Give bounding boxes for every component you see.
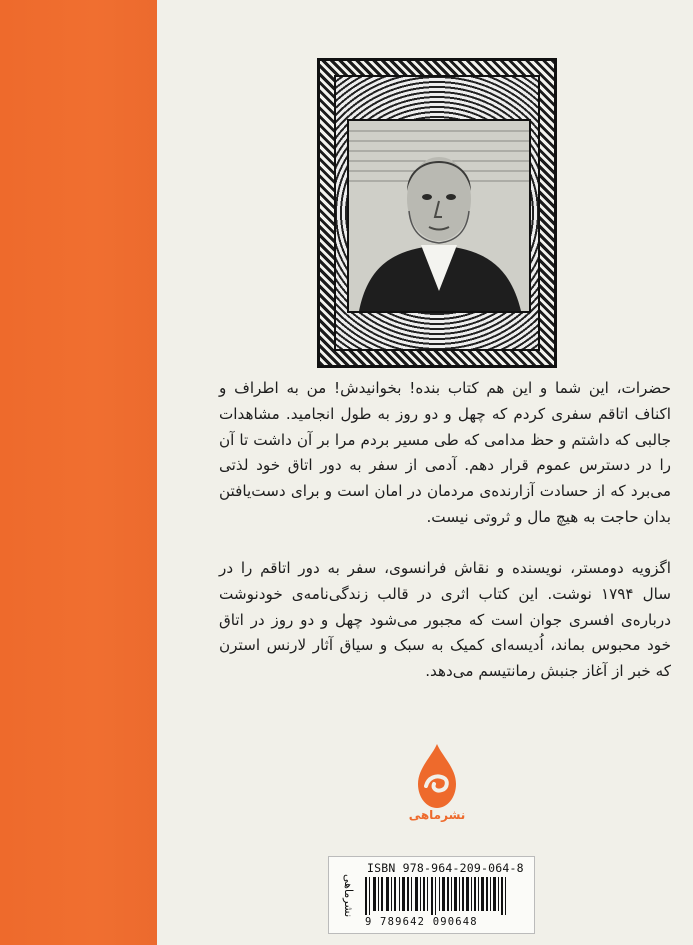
- barcode-icon: [361, 877, 521, 915]
- isbn-text: ISBN 978-964-209-064-8: [367, 861, 524, 875]
- barcode-publisher: نشرماهی: [342, 874, 355, 918]
- fish-logo-icon: [412, 742, 462, 810]
- publisher-name: نشرماهی: [408, 808, 466, 822]
- book-spine: [0, 0, 157, 945]
- barcode-digits: 9 789642 090648: [365, 916, 478, 928]
- portrait-ornamental-frame: [317, 58, 557, 368]
- author-portrait: [347, 119, 531, 313]
- barcode-label: [328, 856, 535, 934]
- intro-paragraph: حضرات، این شما و این هم کتاب بنده! بخوانیدش! من به اطراف و اکناف اتاقم سفری کردم که چهل و دو روز به طول انجامید. مشاهدات جالبی که داشتم و حظ مدامی که طی مسیر بردم مرا بر آن داشت تا آن را در دسترس عموم قرار دهم. آدمی از سفر به دور اتاق خود لذتی می‌برد که از حسادت آزارنده‌ی مردمان در امان است و برای دست‌یافتن بدان حاجت به هیچ مال و ثروتی نیست.: [219, 379, 671, 526]
- description-paragraph: اگزویه دومستر، نویسنده و نقاش فرانسوی، سفر به دور اتاقم را در سال ۱۷۹۴ نوشت. این کتاب اثری در قالب زندگی‌نامه‌ی خودنوشت درباره‌ی افسری جوان است که مجبور می‌شود چهل و دو روز در اتاق خود محبوس بماند، اُدیسه‌ای کمیک به سبک و سیاق آثار لارنس استرن که خبر از آغاز جنبش رمانتیسم می‌دهد.: [219, 559, 671, 681]
